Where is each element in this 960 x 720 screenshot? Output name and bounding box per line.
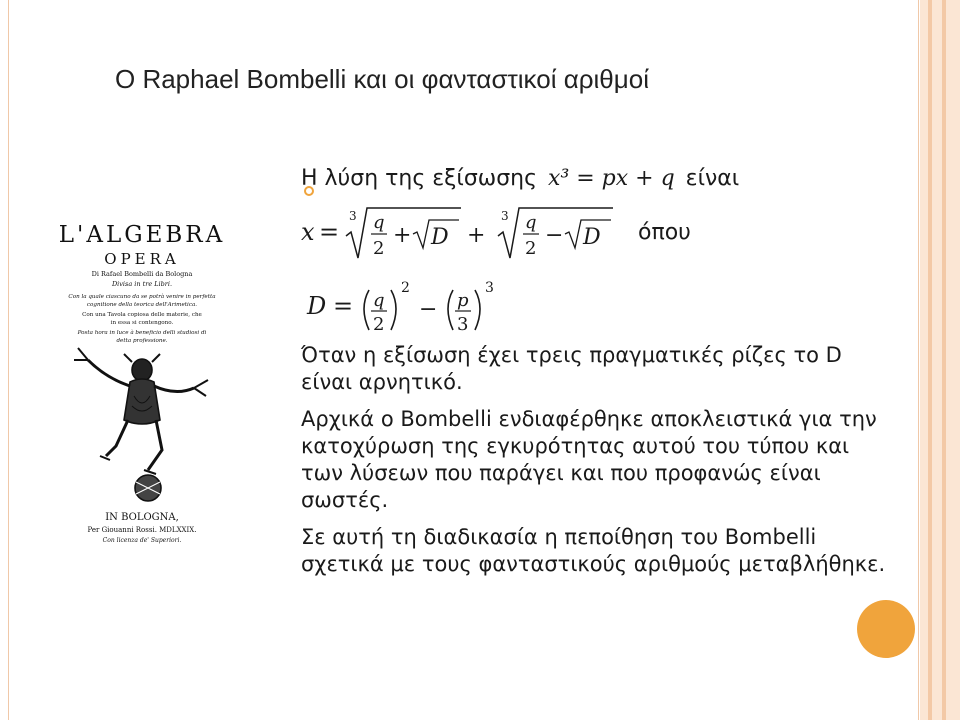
book-desc-5: Posta hora in luce à beneficio delli studiosi di <box>77 330 207 336</box>
svg-text:=: = <box>319 218 340 246</box>
book-subtitle: OPERA <box>104 250 180 268</box>
svg-text:x: x <box>301 218 315 246</box>
svg-text:+: + <box>467 223 486 248</box>
paragraph-bombelli-interest: Αρχικά ο Bombelli ενδιαφέρθηκε αποκλειστικά για την κατοχύρωση της εγκυρότητας αυτού του τύπου και των λύσεων που παράγει και που προφανώς είναι σωστές. <box>301 407 877 512</box>
svg-text:2: 2 <box>401 280 410 296</box>
frame-line-right <box>918 0 919 720</box>
svg-text:3: 3 <box>485 280 494 296</box>
book-title: L'ALGEBRA <box>58 222 226 248</box>
book-desc-3: Con una Tavola copiosa delle materie, che <box>82 312 202 318</box>
svg-text:2: 2 <box>373 238 385 259</box>
slide-content <box>301 164 891 578</box>
svg-text:D: D <box>307 292 327 320</box>
book-desc-6: detta professione. <box>116 338 168 344</box>
formula-x-render <box>301 202 631 264</box>
book-license: Con licenza de' Superiori. <box>102 537 182 544</box>
mercury-woodcut-illustration <box>74 348 208 501</box>
svg-text:p: p <box>457 290 469 311</box>
svg-text:−: − <box>545 223 564 248</box>
svg-text:2: 2 <box>373 314 385 335</box>
svg-text:3: 3 <box>501 209 509 223</box>
svg-text:D: D <box>431 225 449 250</box>
book-desc-4: in essa si contengono. <box>110 320 174 326</box>
book-author: Di Rafael Bombelli da Bologna <box>91 270 193 278</box>
svg-text:3: 3 <box>457 314 469 335</box>
svg-text:D: D <box>583 225 601 250</box>
book-parts: Divisa in tre Libri. <box>111 280 173 288</box>
frame-line-left <box>8 0 9 720</box>
book-desc-1: Con la quale ciascuno da se potrà venire in perfetta <box>68 294 216 300</box>
formula-d-render <box>301 272 541 336</box>
orange-circle-icon <box>857 600 915 658</box>
svg-text:q: q <box>373 212 385 233</box>
decorative-stripes <box>920 0 960 720</box>
svg-text:−: − <box>419 297 438 322</box>
formula-d-block <box>301 272 891 336</box>
cubic-equation: x³ = px + q <box>548 166 675 191</box>
book-city: IN BOLOGNA, <box>105 512 179 523</box>
book-cover-image <box>44 220 240 550</box>
paragraph-negative-discriminant: Όταν η εξίσωση έχει τρεις πραγματικές ρίζες το D είναι αρνητικό. <box>301 343 842 394</box>
svg-text:q: q <box>373 290 385 311</box>
paragraph-bombelli-belief: Σε αυτή τη διαδικασία η πεποίθηση του Bombelli σχετικά με τους φανταστικούς αριθμούς μεταβλήθηκε. <box>301 525 886 576</box>
book-printer: Per Giouanni Rossi. MDLXXIX. <box>87 526 197 534</box>
book-desc-2: cognitione della teorica dell'Arimetica. <box>86 302 198 308</box>
svg-text:=: = <box>333 292 354 320</box>
svg-text:3: 3 <box>349 209 357 223</box>
svg-text:q: q <box>525 212 537 233</box>
svg-text:2: 2 <box>525 238 537 259</box>
equation-intro-text: Η λύση της εξίσωσης <box>301 166 538 191</box>
formula-x-suffix: όπου <box>638 220 691 245</box>
svg-text:+: + <box>393 223 412 248</box>
slide-title: Ο Raphael Bombelli και οι φανταστικοί αριθμοί <box>115 64 649 94</box>
equation-intro-line <box>301 164 891 202</box>
equation-intro-end: είναι <box>685 166 740 191</box>
formula-x-block <box>301 202 891 264</box>
